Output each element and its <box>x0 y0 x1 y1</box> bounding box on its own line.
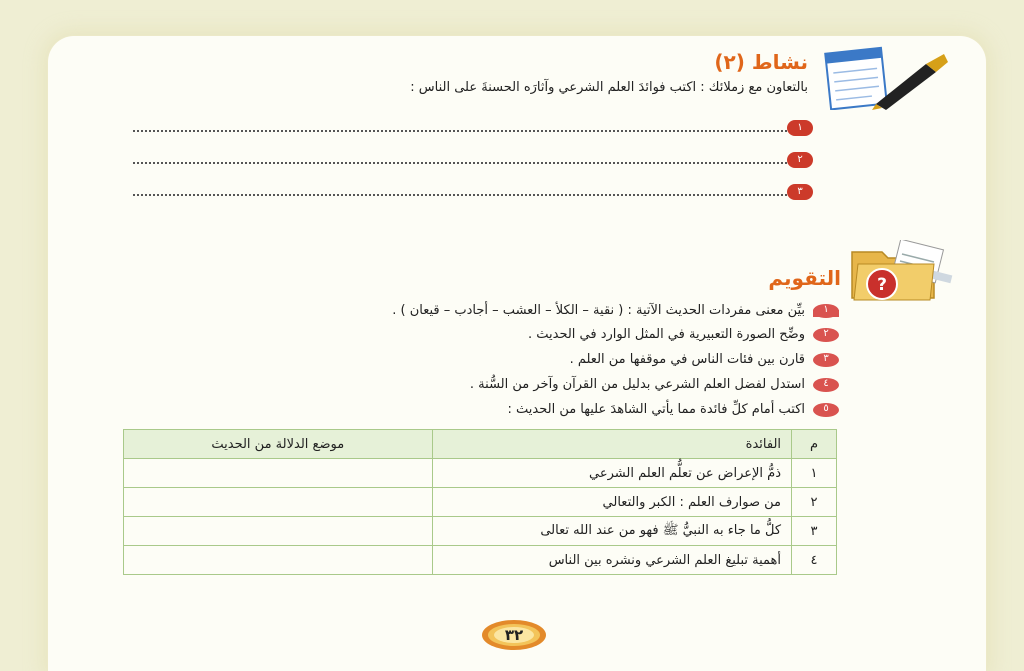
activity-title: نشاط (٢) <box>714 50 808 74</box>
row-benefit: أهمية تبليغ العلم الشرعي ونشره بين الناس <box>432 546 791 575</box>
header-evidence: موضع الدلالة من الحديث <box>124 430 433 459</box>
line-number-badge: ٢ <box>787 152 813 168</box>
line-number-badge: ٣ <box>787 184 813 200</box>
table-row <box>124 459 837 488</box>
table-header-row <box>124 430 837 459</box>
page-number-text: ٣٢ <box>504 626 524 644</box>
row-evidence-cell[interactable] <box>124 459 433 488</box>
row-num: ٣ <box>792 517 837 546</box>
folder-question-icon <box>838 240 956 302</box>
line-number-badge: ١ <box>787 120 813 136</box>
svg-text:?: ? <box>877 275 887 295</box>
question-item <box>508 398 842 420</box>
row-evidence-cell[interactable] <box>124 546 433 575</box>
row-evidence-cell[interactable] <box>124 517 433 546</box>
row-evidence-cell[interactable] <box>124 488 433 517</box>
row-benefit: ذمُّ الإعراض عن تعلُّم العلم الشرعي <box>432 459 791 488</box>
header-num: م <box>792 430 837 459</box>
row-num: ٢ <box>792 488 837 517</box>
answer-line[interactable] <box>133 152 813 170</box>
evidence-table <box>123 429 837 575</box>
row-num: ٤ <box>792 546 837 575</box>
question-number-badge: ٢ <box>811 325 841 343</box>
header-benefit: الفائدة <box>432 430 791 459</box>
row-benefit: كلُّ ما جاء به النبيُّ ﷺ فهو من عند الله تعالى <box>432 517 791 546</box>
page-number <box>480 618 548 652</box>
question-number-badge: ١ <box>811 301 841 319</box>
table-row <box>124 517 837 546</box>
notepad-pen-icon <box>822 44 950 110</box>
question-item <box>528 323 841 345</box>
question-number-badge: ٥ <box>811 400 841 418</box>
question-item <box>470 373 841 395</box>
dotted-line <box>133 194 787 196</box>
row-benefit: من صوارف العلم : الكبر والتعالي <box>432 488 791 517</box>
question-number-badge: ٤ <box>811 375 841 393</box>
answer-line[interactable] <box>133 120 813 138</box>
dotted-line <box>133 162 787 164</box>
question-number-badge: ٣ <box>811 350 841 368</box>
question-text: اكتب أمام كلِّ فائدة مما يأتي الشاهدَ عليها من الحديث : <box>507 401 805 417</box>
question-item <box>570 348 841 370</box>
answer-line[interactable] <box>133 184 813 202</box>
question-item <box>392 299 841 321</box>
question-text: بيِّن معنى مفردات الحديث الآتية : ( نقية – الكلأ – العشب – أجادب – قيعان ) . <box>392 302 805 318</box>
table-row <box>124 488 837 517</box>
question-text: استدل لفضل العلم الشرعي بدليل من القرآن وآخر من السُّنة . <box>469 376 805 392</box>
activity-instruction: بالتعاون مع زملائك : اكتب فوائدَ العلم الشرعي وآثارَه الحسنةَ على الناس : <box>410 80 808 95</box>
row-num: ١ <box>792 459 837 488</box>
question-text: قارن بين فئات الناس في موقفها من العلم . <box>569 351 805 367</box>
question-text: وضِّح الصورة التعبيرية في المثل الوارد في الحديث . <box>527 326 805 342</box>
dotted-line <box>133 130 787 132</box>
evaluation-title: التقويم <box>768 266 841 290</box>
table-row <box>124 546 837 575</box>
